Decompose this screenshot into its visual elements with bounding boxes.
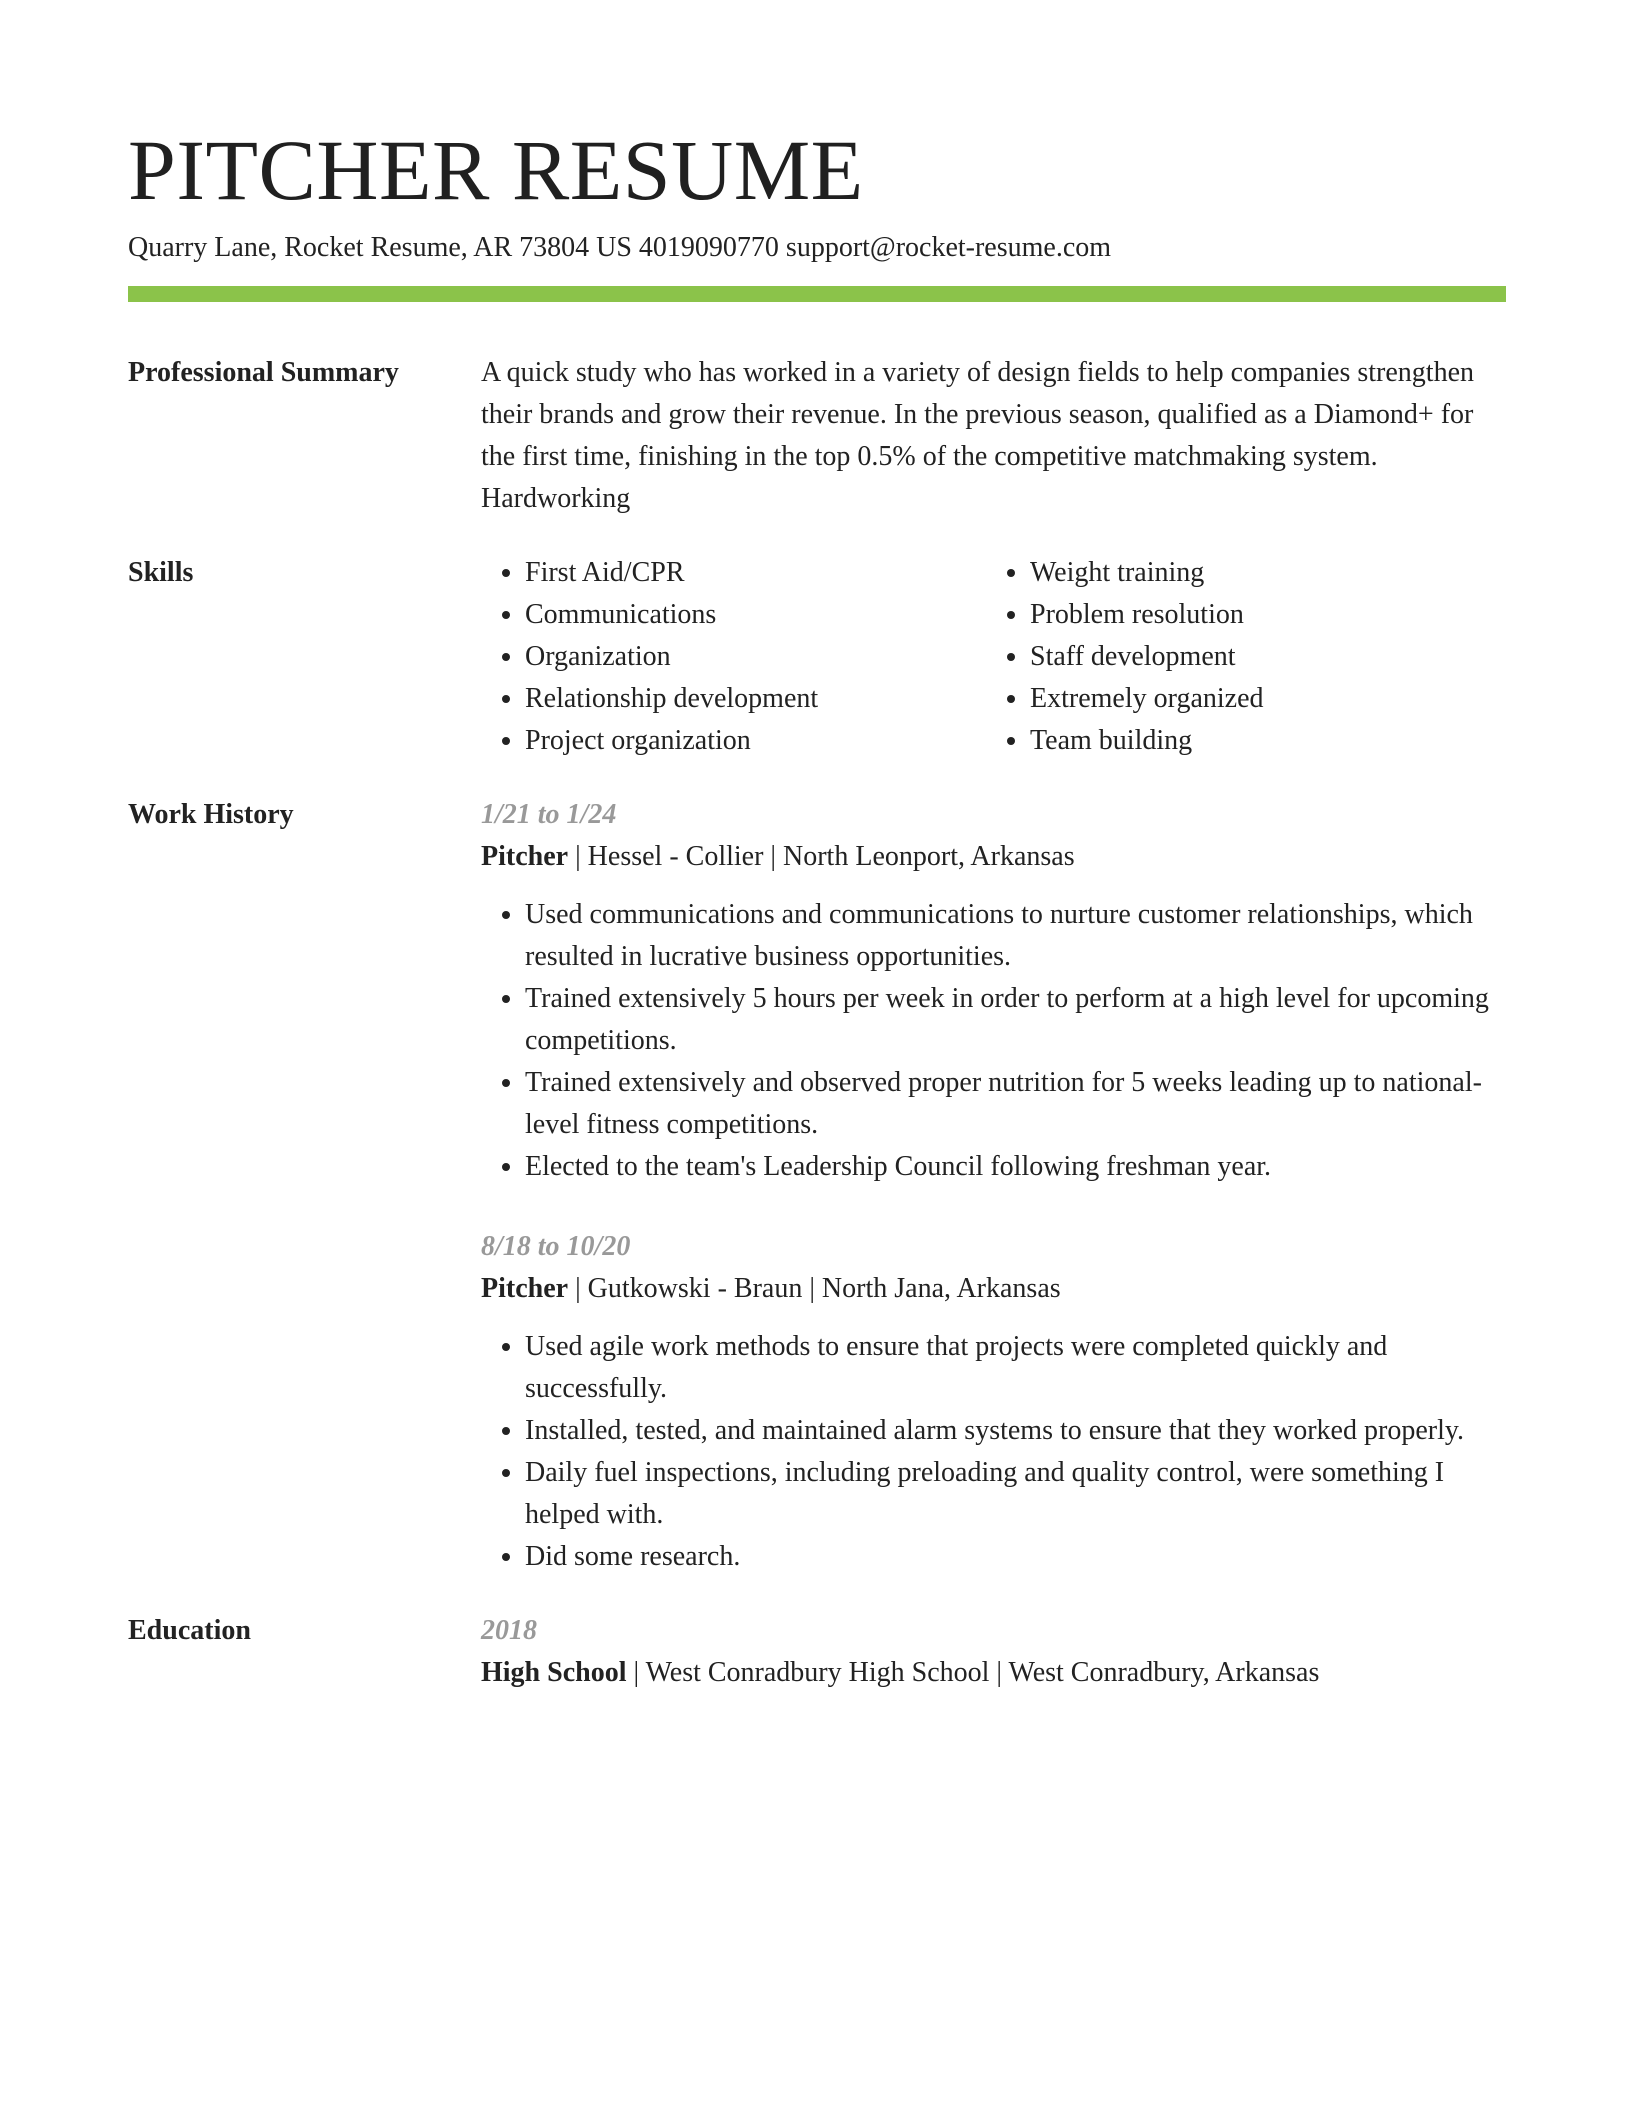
skill-item: • Organization <box>525 636 986 678</box>
job-title: Pitcher <box>481 1273 569 1304</box>
skill-item: • Project organization <box>525 720 986 762</box>
job-employer-location: | Gutkowski - Braun | North Jana, Arkansas <box>568 1273 1061 1304</box>
resume-page <box>128 120 1506 1694</box>
education-year: 2018 <box>481 1615 537 1646</box>
resume-title: PITCHER RESUME <box>128 122 864 218</box>
job-duties <box>481 1326 1506 1578</box>
summary-section <box>128 352 1506 520</box>
job-role-line <box>481 836 1506 878</box>
duty-item: • Daily fuel inspections, including preloading and quality control, were something I helped with. <box>525 1452 1506 1536</box>
skills-section <box>128 552 1506 762</box>
job-dates: 8/18 to 10/20 <box>481 1231 631 1262</box>
duty-item: • Used agile work methods to ensure that projects were completed quickly and successfully. <box>525 1326 1506 1410</box>
skill-item: • Relationship development <box>525 678 986 720</box>
contact-info: Quarry Lane, Rocket Resume, AR 73804 US 4019090770 support@rocket-resume.com <box>128 232 1112 263</box>
job-entry <box>481 1226 1506 1578</box>
skill-item: • Weight training <box>1030 552 1491 594</box>
education-line <box>481 1652 1506 1694</box>
education-section <box>128 1610 1506 1694</box>
job-title: Pitcher <box>481 841 569 872</box>
job-role-line <box>481 1268 1506 1310</box>
skills-heading: Skills <box>128 557 194 588</box>
summary-heading: Professional Summary <box>128 357 399 388</box>
duty-item: • Trained extensively and observed proper nutrition for 5 weeks leading up to national-level fitness competitions. <box>525 1062 1506 1146</box>
skill-item: • First Aid/CPR <box>525 552 986 594</box>
education-degree: High School <box>481 1657 627 1688</box>
skills-column-right <box>986 552 1491 762</box>
work-history-heading: Work History <box>128 799 294 830</box>
duty-item: • Used communications and communications to nurture customer relationships, which resulted in lucrative business opportunities. <box>525 894 1506 978</box>
summary-text: A quick study who has worked in a variety of design fields to help companies strengthen their brands and grow their revenue. In the previous season, qualified as a Diamond+ for the first time, finishing in the top 0.5% of the competitive matchmaking system. Hardworking <box>481 357 1475 514</box>
job-dates: 1/21 to 1/24 <box>481 799 617 830</box>
work-history-section <box>128 794 1506 1578</box>
skill-item: • Staff development <box>1030 636 1491 678</box>
skill-item: • Extremely organized <box>1030 678 1491 720</box>
education-entry <box>481 1610 1506 1694</box>
duty-item: • Elected to the team's Leadership Council following freshman year. <box>525 1146 1506 1188</box>
job-duties <box>481 894 1506 1188</box>
duty-item: • Did some research. <box>525 1536 1506 1578</box>
skill-item: • Problem resolution <box>1030 594 1491 636</box>
skills-column-left <box>481 552 986 762</box>
duty-item: • Installed, tested, and maintained alarm systems to ensure that they worked properly. <box>525 1410 1506 1452</box>
job-employer-location: | Hessel - Collier | North Leonport, Arkansas <box>568 841 1075 872</box>
accent-divider <box>128 286 1506 302</box>
skills-list <box>481 552 1506 762</box>
education-heading: Education <box>128 1615 251 1646</box>
work-history-list <box>481 794 1506 1578</box>
duty-item: • Trained extensively 5 hours per week in order to perform at a high level for upcoming competitions. <box>525 978 1506 1062</box>
skill-item: • Communications <box>525 594 986 636</box>
job-entry <box>481 794 1506 1188</box>
skill-item: • Team building <box>1030 720 1491 762</box>
education-school-location: | West Conradbury High School | West Conradbury, Arkansas <box>626 1657 1320 1688</box>
